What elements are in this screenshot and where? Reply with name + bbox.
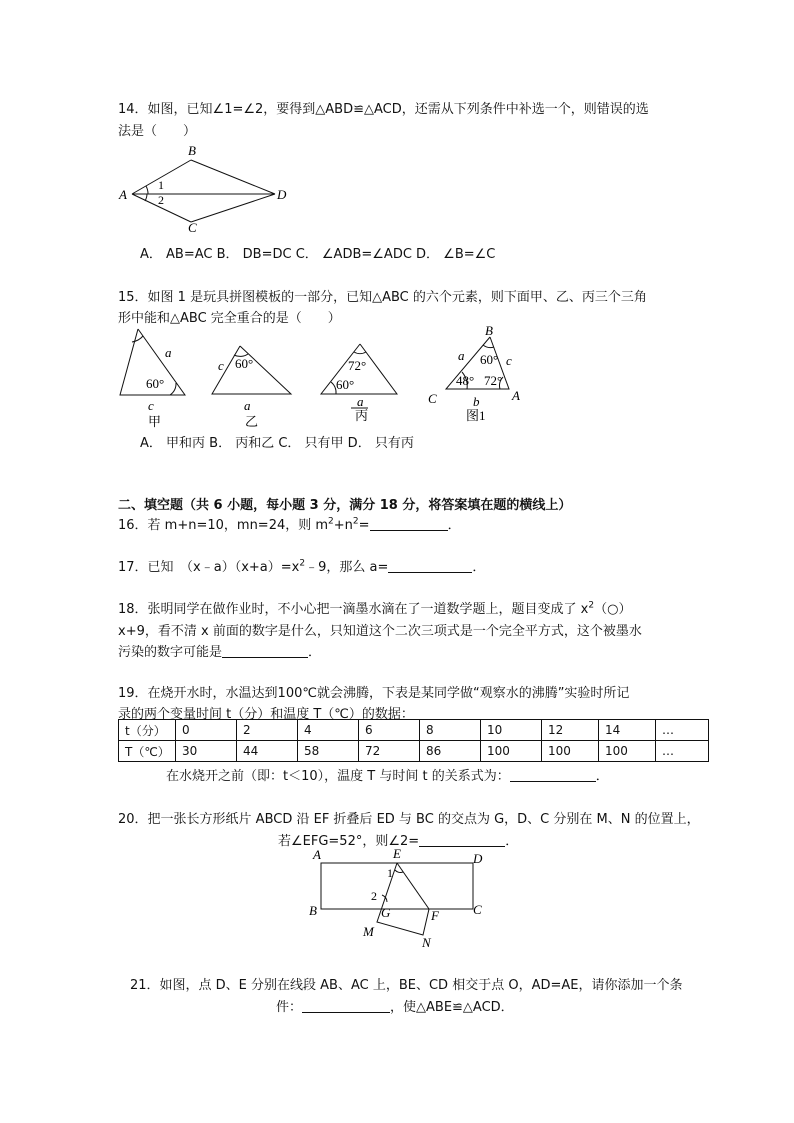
- q20-line2-pre: 若∠EFG=52°，则∠2=: [278, 834, 420, 849]
- q20-label-F: F: [431, 908, 439, 923]
- table-cell: 8: [420, 720, 481, 741]
- q20-label-C: C: [473, 902, 482, 917]
- bing-angle-72: 72°: [348, 358, 367, 373]
- table-cell: 0: [176, 720, 237, 741]
- q16-mid: +n: [333, 518, 353, 533]
- table-cell: 14: [599, 720, 656, 741]
- q14-options: A． AB=AC B． DB=DC C． ∠ADB=∠ADC D． ∠B=∠C: [140, 247, 496, 262]
- fig1-label-B: B: [485, 323, 493, 338]
- table-cell: 58: [298, 741, 359, 762]
- jia-name: 甲: [148, 414, 162, 429]
- table-cell: …: [656, 720, 709, 741]
- q19-line1: 19．在烧开水时，水温达到100℃就会沸腾，下表是某同学做“观察水的沸腾”实验时所记: [118, 686, 630, 701]
- q20-label-A: A: [313, 847, 321, 862]
- yi-angle: 60°: [235, 356, 254, 371]
- q20-label-E: E: [393, 846, 401, 861]
- q20-line1: 20．把一张长方形纸片 ABCD 沿 EF 折叠后 ED 与 BC 的交点为 G，D、C 分别在 M、N 的位置上，: [118, 812, 700, 827]
- q14-stem-line1: 14．如图，已知∠1=∠2，要得到△ABD≌△ACD，还需从下列条件中补选一个，则错误的选: [118, 102, 649, 117]
- q15-stem-line1: 15．如图 1 是玩具拼图模板的一部分，已知△ABC 的六个元素，则下面甲、乙、丙三个三角: [118, 290, 647, 305]
- q20-label-N: N: [422, 935, 431, 950]
- q20-line2-end: ．: [505, 834, 519, 849]
- yi-side-a: a: [244, 398, 251, 413]
- table-row: [119, 741, 709, 762]
- q20-figure: [305, 845, 495, 950]
- bing-side-a: a: [357, 394, 364, 409]
- q21-answer-blank[interactable]: [302, 998, 390, 1013]
- q16-answer-blank[interactable]: [370, 516, 448, 531]
- q21-line2: [276, 996, 514, 1015]
- q21-line1: 21．如图，点 D、E 分别在线段 AB、AC 上，BE、CD 相交于点 O，AD=AE，请你添加一个条: [130, 978, 683, 993]
- q14-stem-line2: 法是（ ）: [118, 124, 197, 139]
- q19-line2: 录的两个变量时间 t（分）和温度 T（℃）的数据：: [118, 707, 414, 722]
- q16-eq: =: [358, 518, 370, 533]
- q14-label-2: 2: [158, 193, 164, 207]
- q19-after-pre: 在水烧开之前（即：t＜10），温度 T 与时间 t 的关系式为：: [166, 769, 510, 784]
- q19-after: [166, 765, 609, 784]
- section-heading: 二、填空题（共 6 小题，每小题 3 分，满分 18 分，将答案填在题的横线上）: [118, 498, 572, 513]
- fig1-angle-72: 72°: [484, 373, 503, 388]
- q21-line2-pre: 件：: [276, 1000, 303, 1015]
- fig1-side-a: a: [458, 348, 465, 363]
- q20-label-1: 1: [387, 866, 393, 880]
- table-cell: 4: [298, 720, 359, 741]
- fig1-side-b: b: [473, 394, 480, 409]
- table-cell: …: [656, 741, 709, 762]
- q17-sup: 2: [299, 558, 306, 569]
- q15-options: A． 甲和丙 B． 丙和乙 C． 只有甲 D． 只有丙: [140, 436, 414, 451]
- table-cell: 2: [237, 720, 298, 741]
- jia-angle: 60°: [146, 376, 165, 391]
- q14-label-1: 1: [158, 178, 164, 192]
- q17-answer-blank[interactable]: [388, 558, 472, 573]
- q17-post: ﹣9，那么 a=: [305, 560, 389, 575]
- q16: [118, 514, 461, 533]
- q20-label-D: D: [473, 851, 483, 866]
- q19-answer-blank[interactable]: [510, 767, 596, 782]
- table-cell: 100: [481, 741, 542, 762]
- fig1-label-C: C: [428, 391, 437, 406]
- table-cell: 72: [359, 741, 420, 762]
- q14-label-D: D: [277, 187, 287, 202]
- q18-line2: x+9，看不清 x 前面的数字是什么，只知道这个二次三项式是一个完全平方式，这个被墨水: [118, 624, 642, 639]
- table-cell: 100: [542, 741, 599, 762]
- q14-label-C: C: [188, 220, 197, 234]
- table-cell: 100: [599, 741, 656, 762]
- q19-data-table: [118, 719, 709, 762]
- q18-line1-pre: 18．张明同学在做作业时，不小心把一滴墨水滴在了一道数学题上，题目变成了 x: [118, 602, 589, 617]
- q18-line3-end: ．: [308, 645, 322, 660]
- q15-stem-line2: 形中能和△ABC 完全重合的是（ ）: [118, 311, 341, 326]
- q17-end: ．: [472, 560, 486, 575]
- fig1-label-A: A: [512, 388, 520, 403]
- table-cell: 44: [237, 741, 298, 762]
- jia-side-a: a: [165, 345, 172, 360]
- q20-label-B: B: [309, 903, 317, 918]
- q14-label-B: B: [188, 143, 196, 158]
- table-cell: T（℃）: [119, 741, 176, 762]
- q16-sup1: 2: [328, 516, 334, 527]
- table-cell: 86: [420, 741, 481, 762]
- table-cell: 6: [359, 720, 420, 741]
- table-cell: 30: [176, 741, 237, 762]
- q19-after-end: ．: [595, 769, 609, 784]
- q18-answer-blank[interactable]: [222, 643, 308, 658]
- q18-line1-sup: 2: [588, 600, 595, 611]
- q17: [118, 556, 485, 575]
- q16-end: ．: [447, 518, 461, 533]
- q20-label-2: 2: [371, 889, 377, 903]
- table-cell: t（分）: [119, 720, 176, 741]
- fig1-side-c: c: [506, 353, 512, 368]
- yi-side-c: c: [218, 358, 224, 373]
- jia-side-c: c: [148, 398, 154, 413]
- q18-line3: [118, 641, 321, 660]
- q16-pre: 16．若 m+n=10，mn=24，则 m: [118, 518, 329, 533]
- table-row: [119, 720, 709, 741]
- q18-line1-post: （○）: [594, 602, 632, 617]
- fig1-name: 图1: [466, 408, 486, 423]
- q21-line2-end: ，使△ABE≌△ACD．: [390, 1000, 514, 1015]
- q18-line3-pre: 污染的数字可能是: [118, 645, 223, 660]
- q14-figure: [115, 142, 295, 234]
- bing-name: 丙: [355, 408, 369, 423]
- q14-label-A: A: [119, 187, 127, 202]
- yi-name: 乙: [245, 414, 259, 429]
- fig1-angle-48: 48°: [456, 373, 475, 388]
- q15-figure: [110, 322, 550, 430]
- q20-label-M: M: [363, 924, 374, 939]
- bing-angle-60: 60°: [336, 377, 355, 392]
- q18-line1: [118, 598, 631, 617]
- q20-label-G: G: [381, 905, 391, 920]
- fig1-angle-60: 60°: [480, 352, 499, 367]
- q17-pre: 17．已知 （x﹣a）（x+a）=x: [118, 560, 300, 575]
- table-cell: 10: [481, 720, 542, 741]
- q16-sup2: 2: [352, 516, 359, 527]
- table-cell: 12: [542, 720, 599, 741]
